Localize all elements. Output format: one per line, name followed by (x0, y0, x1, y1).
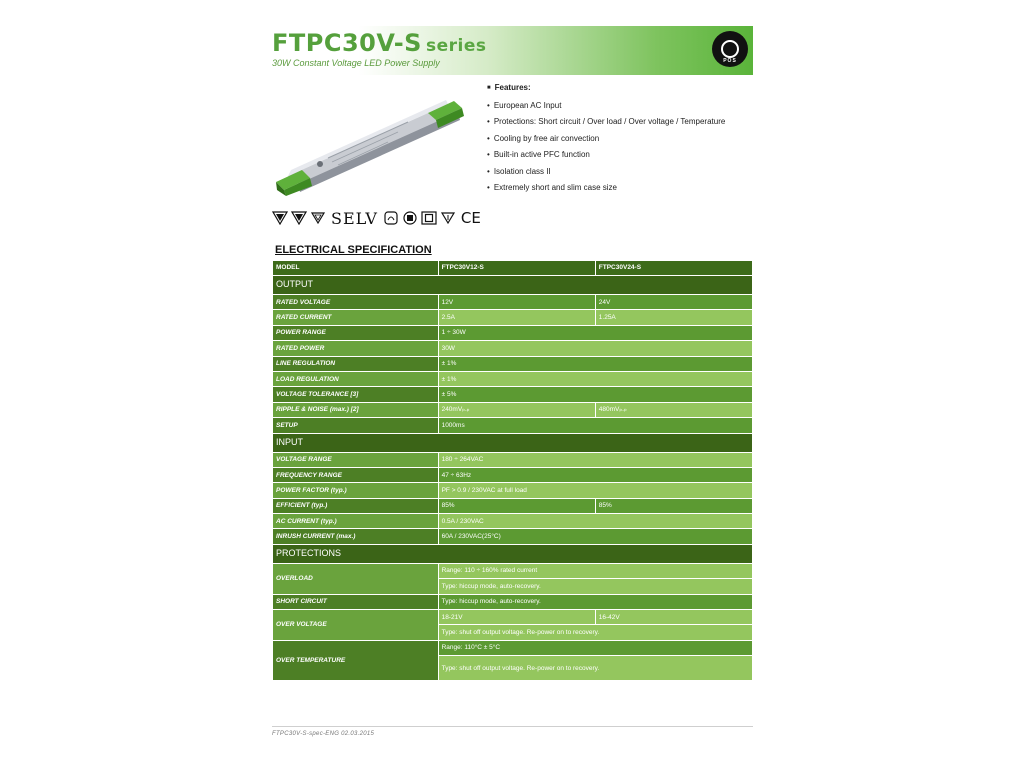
features-list (487, 83, 725, 199)
row-label: LINE REGULATION (273, 356, 439, 371)
footer-doc-id: FTPC30V-S-spec-ENG 02.03.2015 (272, 731, 375, 737)
table-row (273, 261, 753, 276)
table-row (273, 640, 753, 655)
cell-value: 47 ÷ 63Hz (438, 467, 752, 482)
table-row (273, 402, 753, 417)
section-title: INPUT (273, 433, 753, 452)
class-mark-icon (383, 211, 399, 225)
cell-value: 240mVₚ.ₚ (438, 402, 595, 417)
cell-value: 30W (438, 341, 752, 356)
cell-value: ± 1% (438, 371, 752, 386)
row-label: SHORT CIRCUIT (273, 594, 439, 609)
cell-value: ± 5% (438, 387, 752, 402)
title-model: FTPC30V-S (272, 29, 422, 57)
page-title (272, 29, 486, 57)
row-label: AC CURRENT (typ.) (273, 514, 439, 529)
transformer-mark-icon (440, 211, 456, 225)
row-label: EFFICIENT (typ.) (273, 498, 439, 513)
cell-value: Type: shut off output voltage. Re-power on to recovery. (438, 625, 752, 640)
feature-item: • Extremely short and slim case size (487, 183, 725, 199)
cell-value: Type: hiccup mode, auto-recovery. (438, 579, 752, 594)
cell-value: Range: 110 ÷ 160% rated current (438, 563, 752, 578)
row-label: INRUSH CURRENT (max.) (273, 529, 439, 544)
certification-marks (272, 209, 481, 227)
feature-item: • Built-in active PFC function (487, 150, 725, 166)
footer-divider (272, 726, 753, 727)
cell-value: 1000ms (438, 418, 752, 433)
feature-item: • Cooling by free air convection (487, 134, 725, 150)
triangle-mark-icon (310, 211, 326, 225)
cell-value: 1 ÷ 30W (438, 325, 752, 340)
cell-value: Range: 110°C ± 5°C (438, 640, 752, 655)
header-cell: FTPC30V24-S (595, 261, 752, 276)
f-mark-icon (272, 211, 288, 225)
cell-value: 60A / 230VAC(25°C) (438, 529, 752, 544)
cell-value: 12V (438, 295, 595, 310)
cell-value: PF > 0.9 / 230VAC at full load (438, 483, 752, 498)
table-row (273, 295, 753, 310)
spec-table (272, 260, 753, 681)
section-row (273, 544, 753, 563)
row-label: VOLTAGE RANGE (273, 452, 439, 467)
section-title: OUTPUT (273, 276, 753, 295)
cell-value: 24V (595, 295, 752, 310)
cell-value: 85% (595, 498, 752, 513)
table-row (273, 610, 753, 625)
brand-logo (712, 31, 748, 67)
row-label: RATED CURRENT (273, 310, 439, 325)
table-row (273, 310, 753, 325)
table-row (273, 418, 753, 433)
spec-title: ELECTRICAL SPECIFICATION (275, 244, 432, 256)
cell-value: 480mVₚ.ₚ (595, 402, 752, 417)
feature-item: • European AC Input (487, 101, 725, 117)
section-row (273, 433, 753, 452)
cell-value: Type: hiccup mode, auto-recovery. (438, 594, 752, 609)
power-icon (721, 40, 739, 58)
page-subtitle: 30W Constant Voltage LED Power Supply (272, 58, 440, 68)
row-label: OVERLOAD (273, 563, 439, 594)
section-row (273, 276, 753, 295)
table-row (273, 594, 753, 609)
header-cell: MODEL (273, 261, 439, 276)
row-label: LOAD REGULATION (273, 371, 439, 386)
table-row (273, 325, 753, 340)
feature-item: • Protections: Short circuit / Over load / Over voltage / Temperature (487, 117, 725, 133)
row-label: RATED VOLTAGE (273, 295, 439, 310)
row-label: POWER RANGE (273, 325, 439, 340)
enec-mark-icon (402, 211, 418, 225)
row-label: FREQUENCY RANGE (273, 467, 439, 482)
row-label: OVER TEMPERATURE (273, 640, 439, 680)
row-label: SETUP (273, 418, 439, 433)
table-row (273, 452, 753, 467)
table-row (273, 514, 753, 529)
table-row (273, 563, 753, 578)
cell-value: 85% (438, 498, 595, 513)
logo-text: POS (723, 58, 737, 64)
row-label: OVER VOLTAGE (273, 610, 439, 641)
table-row (273, 387, 753, 402)
section-title: PROTECTIONS (273, 544, 753, 563)
ce-mark: CE (460, 209, 481, 227)
row-label: VOLTAGE TOLERANCE [3] (273, 387, 439, 402)
mm-mark-icon (291, 211, 307, 225)
selv-mark: SELV (331, 208, 378, 228)
row-label: POWER FACTOR (typ.) (273, 483, 439, 498)
table-row (273, 529, 753, 544)
row-label: RATED POWER (273, 341, 439, 356)
table-row (273, 371, 753, 386)
cell-value: ± 1% (438, 356, 752, 371)
row-label: RIPPLE & NOISE (max.) [2] (273, 402, 439, 417)
features-heading: ■ Features: (487, 83, 725, 92)
cell-value: 1.25A (595, 310, 752, 325)
title-series: series (425, 36, 487, 56)
table-row (273, 467, 753, 482)
cell-value: 16-42V (595, 610, 752, 625)
double-insulation-icon (421, 211, 437, 225)
cell-value: 18-21V (438, 610, 595, 625)
table-row (273, 356, 753, 371)
table-row (273, 483, 753, 498)
table-row (273, 341, 753, 356)
header-cell: FTPC30V12-S (438, 261, 595, 276)
cell-value: 180 ÷ 264VAC (438, 452, 752, 467)
cell-value: Type: shut off output voltage. Re-power on to recovery. (438, 656, 752, 681)
product-image (268, 86, 473, 196)
table-row (273, 498, 753, 513)
cell-value: 0.5A / 230VAC (438, 514, 752, 529)
feature-item: • Isolation class II (487, 167, 725, 183)
cell-value: 2.5A (438, 310, 595, 325)
